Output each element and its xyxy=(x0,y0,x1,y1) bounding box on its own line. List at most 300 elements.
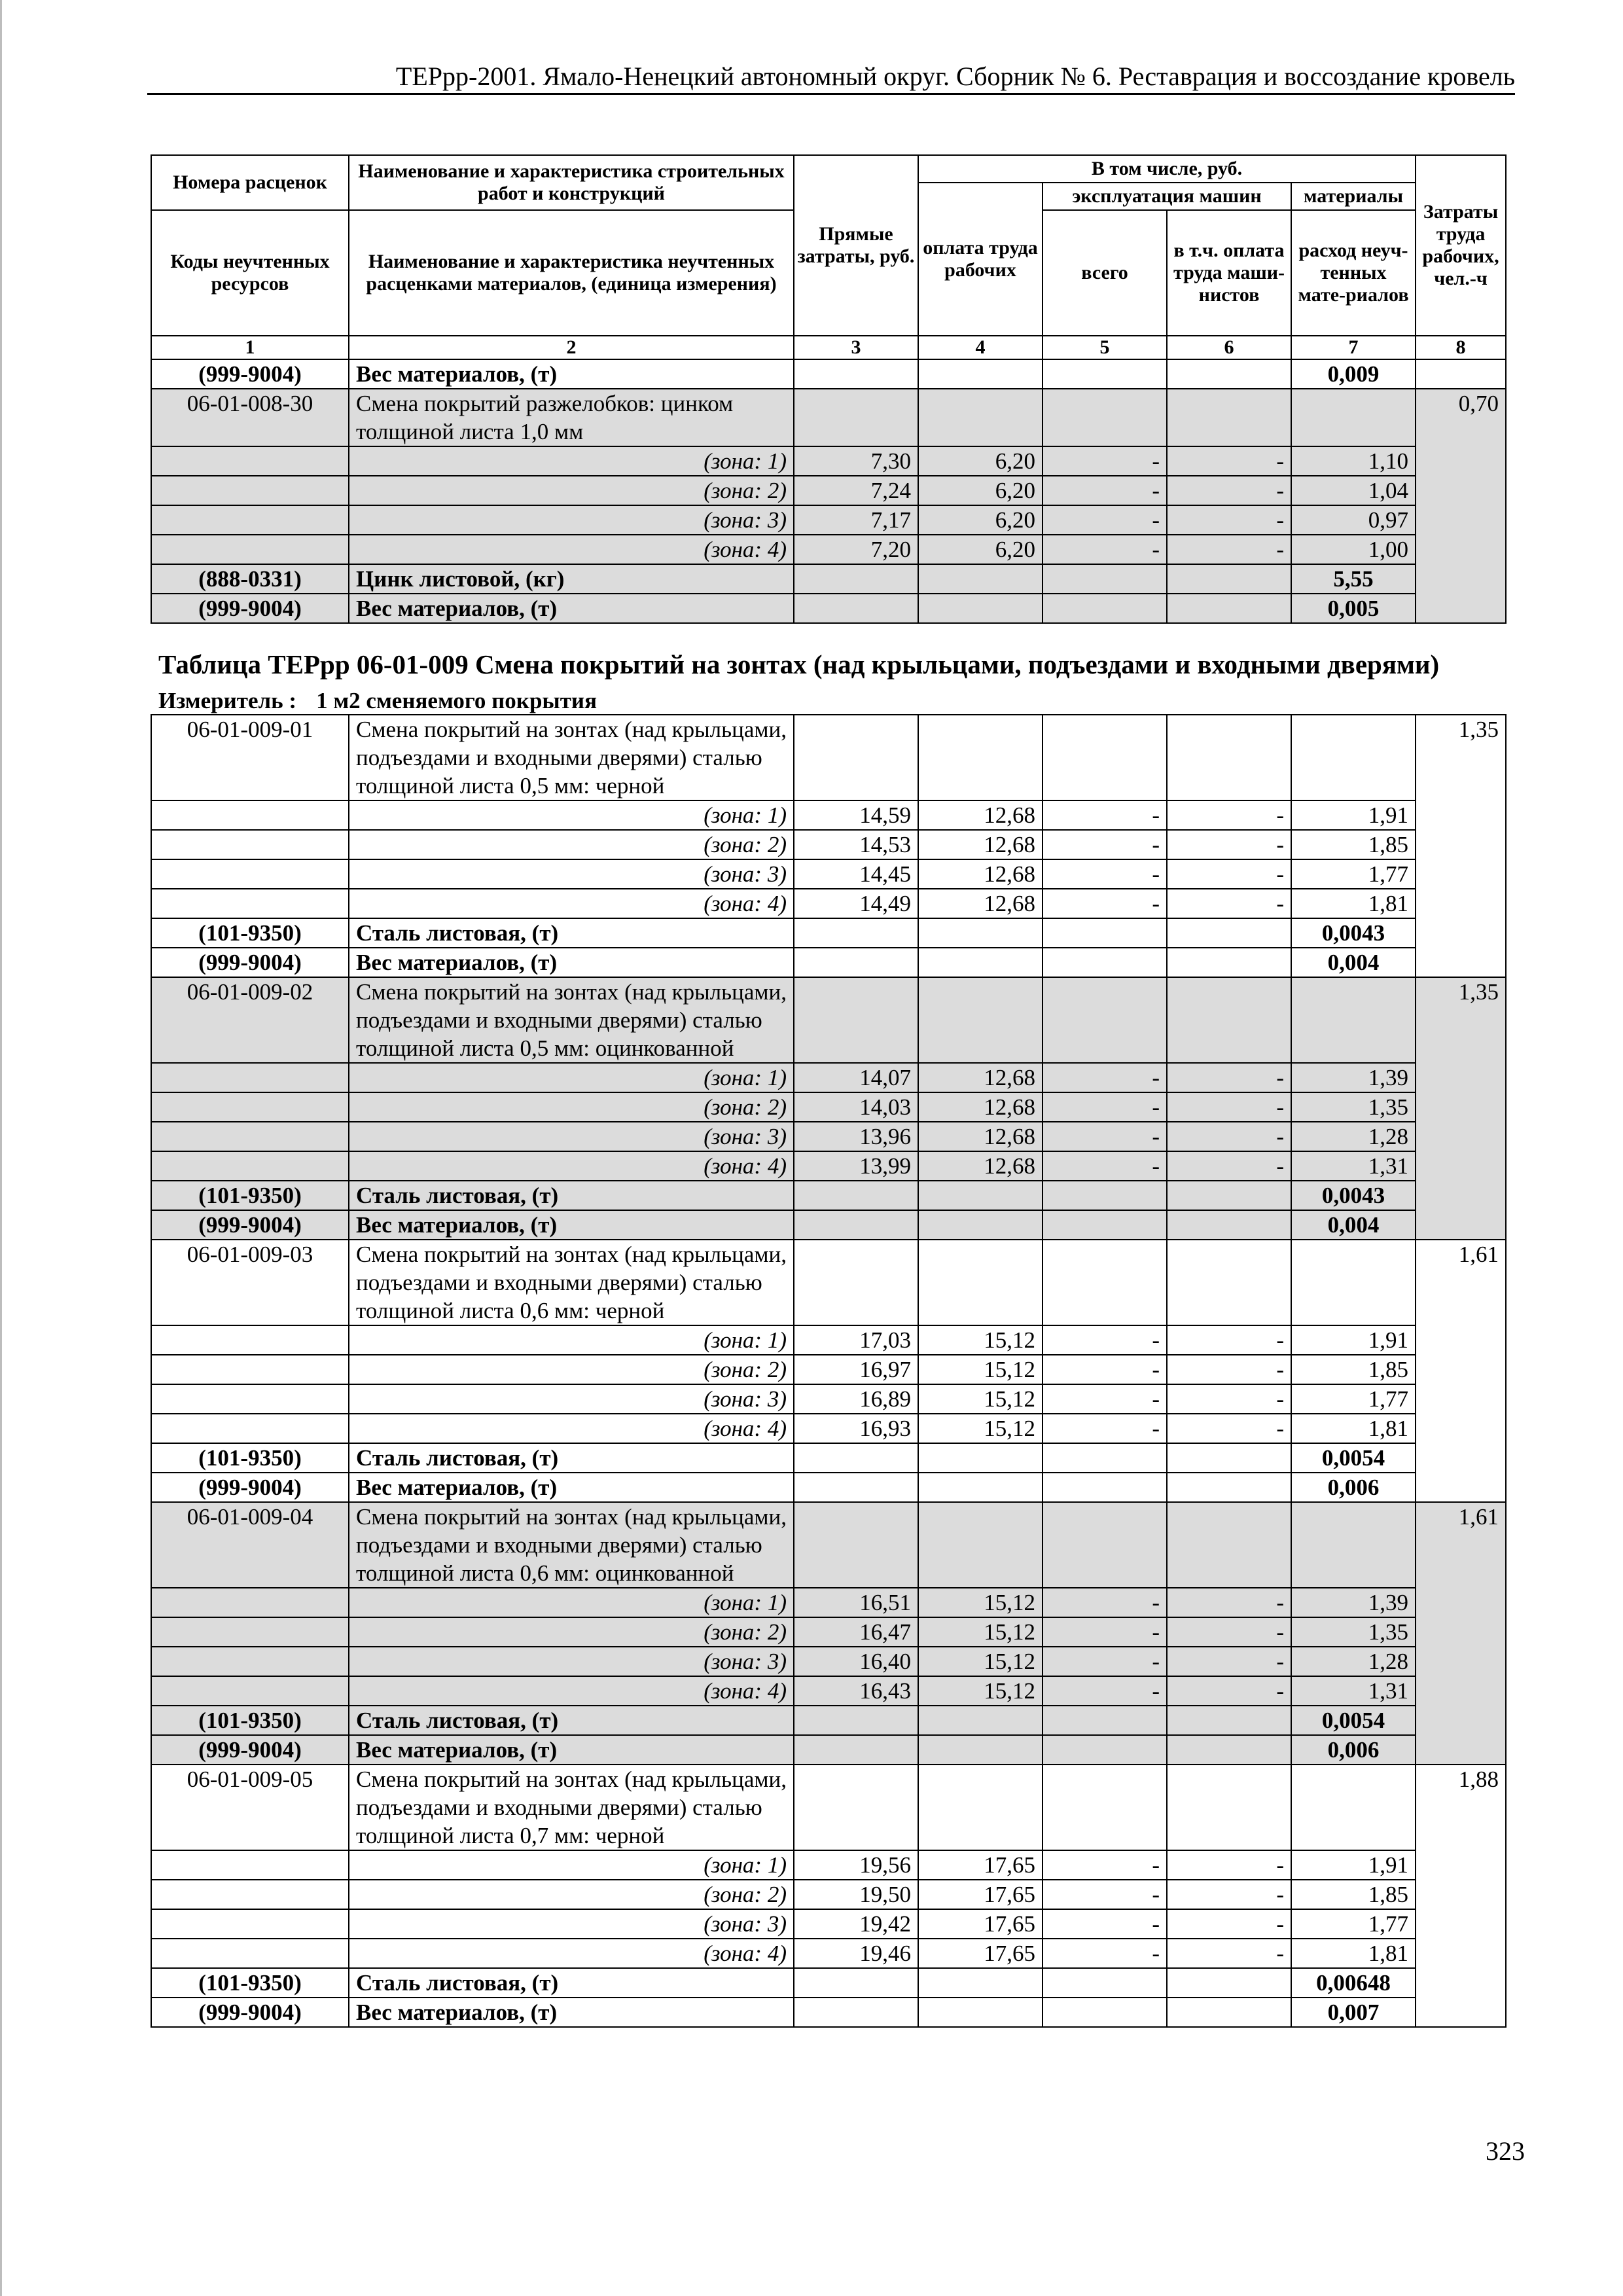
empty-cell xyxy=(1043,359,1167,389)
empty-cell xyxy=(794,1181,918,1210)
empty-cell xyxy=(1291,715,1416,800)
empty-cell xyxy=(1167,594,1291,623)
empty-cell xyxy=(1167,918,1291,948)
empty-cell xyxy=(1043,977,1167,1063)
wages: 12,68 xyxy=(918,1092,1043,1122)
resource-name: Вес материалов, (т) xyxy=(349,948,794,977)
materials-cost: 1,81 xyxy=(1291,889,1416,918)
wages: 12,68 xyxy=(918,800,1043,830)
direct-cost: 19,46 xyxy=(794,1939,918,1968)
machines-total: - xyxy=(1043,1676,1167,1706)
empty-cell xyxy=(151,1617,349,1647)
resource-row xyxy=(151,564,1506,594)
zone-row xyxy=(151,1647,1506,1676)
resource-value: 0,0054 xyxy=(1291,1443,1416,1473)
materials-cost: 1,81 xyxy=(1291,1939,1416,1968)
direct-cost: 16,51 xyxy=(794,1588,918,1617)
wages: 17,65 xyxy=(918,1909,1043,1939)
rate-name: Смена покрытий на зонтах (над крыльцами, подъездами и входными дверями) сталью толщиной листа 0,5 мм: черной xyxy=(349,715,794,800)
empty-cell xyxy=(151,830,349,859)
wages: 17,65 xyxy=(918,1939,1043,1968)
running-header: ТЕРрр-2001. Ямало-Ненецкий автономный округ. Сборник № 6. Реставрация и воссоздание кровель xyxy=(395,62,1515,91)
empty-cell xyxy=(794,359,918,389)
operators-wages: - xyxy=(1167,1384,1291,1414)
resource-value: 0,006 xyxy=(1291,1735,1416,1765)
empty-cell xyxy=(918,1502,1043,1588)
zone-row xyxy=(151,1588,1506,1617)
zone-label: (зона: 3) xyxy=(349,1384,794,1414)
resource-value: 0,009 xyxy=(1291,359,1416,389)
zone-label: (зона: 2) xyxy=(349,1355,794,1384)
resource-value: 0,00648 xyxy=(1291,1968,1416,1998)
materials-cost: 0,97 xyxy=(1291,505,1416,535)
rate-item-row xyxy=(151,977,1506,1063)
col-header-operators-wages: в т.ч. оплата труда маши-нистов xyxy=(1167,210,1291,336)
empty-cell xyxy=(1043,1502,1167,1588)
col-header-labor-costs: Затраты труда рабочих, чел.-ч xyxy=(1416,155,1506,336)
zone-row xyxy=(151,446,1506,476)
machines-total: - xyxy=(1043,859,1167,889)
empty-cell xyxy=(151,1880,349,1909)
empty-cell xyxy=(1043,948,1167,977)
resource-code: (999-9004) xyxy=(151,359,349,389)
rate-item-row xyxy=(151,1765,1506,1850)
empty-cell xyxy=(151,446,349,476)
direct-cost: 16,47 xyxy=(794,1617,918,1647)
zone-row xyxy=(151,1850,1506,1880)
resource-code: (999-9004) xyxy=(151,1735,349,1765)
wages: 15,12 xyxy=(918,1588,1043,1617)
direct-cost: 19,50 xyxy=(794,1880,918,1909)
empty-cell xyxy=(1167,1473,1291,1502)
empty-cell xyxy=(794,918,918,948)
empty-cell xyxy=(1291,1240,1416,1325)
labor-cost: 1,88 xyxy=(1416,1765,1506,2027)
empty-cell xyxy=(1167,1443,1291,1473)
resource-row xyxy=(151,359,1506,389)
empty-cell xyxy=(1043,1735,1167,1765)
resource-row xyxy=(151,1210,1506,1240)
machines-total: - xyxy=(1043,1850,1167,1880)
resource-value: 0,0043 xyxy=(1291,1181,1416,1210)
zone-row xyxy=(151,1122,1506,1151)
empty-cell xyxy=(1167,1735,1291,1765)
rate-item-row xyxy=(151,715,1506,800)
operators-wages: - xyxy=(1167,505,1291,535)
machines-total: - xyxy=(1043,1122,1167,1151)
direct-cost: 13,96 xyxy=(794,1122,918,1151)
wages: 15,12 xyxy=(918,1647,1043,1676)
resource-row xyxy=(151,1706,1506,1735)
empty-cell xyxy=(1167,564,1291,594)
col-header-material-usage: расход неуч-тенных мате-риалов xyxy=(1291,210,1416,336)
wages: 12,68 xyxy=(918,1063,1043,1092)
empty-cell xyxy=(1043,1968,1167,1998)
resource-row xyxy=(151,1735,1506,1765)
empty-cell xyxy=(151,1325,349,1355)
direct-cost: 16,43 xyxy=(794,1676,918,1706)
machines-total: - xyxy=(1043,1588,1167,1617)
empty-cell xyxy=(918,1443,1043,1473)
zone-label: (зона: 4) xyxy=(349,535,794,564)
empty-cell xyxy=(151,1414,349,1443)
wages: 6,20 xyxy=(918,535,1043,564)
operators-wages: - xyxy=(1167,1063,1291,1092)
rate-code: 06-01-009-03 xyxy=(151,1240,349,1325)
rate-code: 06-01-009-02 xyxy=(151,977,349,1063)
zone-label: (зона: 4) xyxy=(349,889,794,918)
rate-name: Смена покрытий на зонтах (над крыльцами, подъездами и входными дверями) сталью толщиной листа 0,5 мм: оцинкованной xyxy=(349,977,794,1063)
resource-value: 5,55 xyxy=(1291,564,1416,594)
materials-cost: 1,31 xyxy=(1291,1151,1416,1181)
resource-name: Сталь листовая, (т) xyxy=(349,1443,794,1473)
col-header-materials: материалы xyxy=(1291,183,1416,210)
empty-cell xyxy=(1167,1181,1291,1210)
empty-cell xyxy=(1043,1706,1167,1735)
rate-item-row xyxy=(151,389,1506,446)
empty-cell xyxy=(1043,715,1167,800)
empty-cell xyxy=(151,800,349,830)
machines-total: - xyxy=(1043,1617,1167,1647)
operators-wages: - xyxy=(1167,1617,1291,1647)
materials-cost: 1,10 xyxy=(1291,446,1416,476)
empty-cell xyxy=(794,1968,918,1998)
empty-cell xyxy=(1291,977,1416,1063)
zone-row xyxy=(151,1325,1506,1355)
resource-value: 0,0043 xyxy=(1291,918,1416,948)
empty-cell xyxy=(1043,1473,1167,1502)
machines-total: - xyxy=(1043,1151,1167,1181)
zone-row xyxy=(151,1880,1506,1909)
empty-cell xyxy=(794,564,918,594)
wages: 12,68 xyxy=(918,859,1043,889)
empty-cell xyxy=(1167,389,1291,446)
empty-cell xyxy=(151,1909,349,1939)
resource-code: (101-9350) xyxy=(151,1968,349,1998)
column-number: 3 xyxy=(794,336,918,359)
empty-cell xyxy=(794,977,918,1063)
column-number: 7 xyxy=(1291,336,1416,359)
wages: 15,12 xyxy=(918,1355,1043,1384)
empty-cell xyxy=(918,564,1043,594)
resource-value: 0,004 xyxy=(1291,1210,1416,1240)
machines-total: - xyxy=(1043,476,1167,505)
operators-wages: - xyxy=(1167,1151,1291,1181)
operators-wages: - xyxy=(1167,1647,1291,1676)
resource-row xyxy=(151,1181,1506,1210)
empty-cell xyxy=(794,1443,918,1473)
machines-total: - xyxy=(1043,1880,1167,1909)
zone-label: (зона: 2) xyxy=(349,830,794,859)
empty-cell xyxy=(1167,948,1291,977)
empty-cell xyxy=(918,1735,1043,1765)
direct-cost: 14,07 xyxy=(794,1063,918,1092)
operators-wages: - xyxy=(1167,889,1291,918)
empty-cell xyxy=(918,1181,1043,1210)
column-number: 1 xyxy=(151,336,349,359)
empty-cell xyxy=(151,1063,349,1092)
resource-name: Вес материалов, (т) xyxy=(349,1735,794,1765)
operators-wages: - xyxy=(1167,1092,1291,1122)
direct-cost: 14,53 xyxy=(794,830,918,859)
empty-cell xyxy=(151,1939,349,1968)
zone-label: (зона: 2) xyxy=(349,1092,794,1122)
wages: 12,68 xyxy=(918,1151,1043,1181)
materials-cost: 1,77 xyxy=(1291,1909,1416,1939)
labor-cost: 1,35 xyxy=(1416,715,1506,977)
empty-cell xyxy=(151,1850,349,1880)
rate-name: Смена покрытий разжелобков: цинком толщиной листа 1,0 мм xyxy=(349,389,794,446)
direct-cost: 16,89 xyxy=(794,1384,918,1414)
resource-code: (999-9004) xyxy=(151,948,349,977)
zone-label: (зона: 2) xyxy=(349,1880,794,1909)
empty-cell xyxy=(794,948,918,977)
col-header-resource-codes: Коды неучтенных ресурсов xyxy=(151,210,349,336)
empty-cell xyxy=(1167,1210,1291,1240)
resource-row xyxy=(151,1473,1506,1502)
operators-wages: - xyxy=(1167,830,1291,859)
direct-cost: 17,03 xyxy=(794,1325,918,1355)
materials-cost: 1,91 xyxy=(1291,1850,1416,1880)
machines-total: - xyxy=(1043,1909,1167,1939)
col-header-including: В том числе, руб. xyxy=(918,155,1416,183)
column-header xyxy=(151,155,1506,359)
empty-cell xyxy=(151,535,349,564)
materials-cost: 1,85 xyxy=(1291,1880,1416,1909)
zone-row xyxy=(151,800,1506,830)
empty-cell xyxy=(1167,977,1291,1063)
zone-row xyxy=(151,505,1506,535)
empty-cell xyxy=(151,476,349,505)
zone-row xyxy=(151,1384,1506,1414)
empty-cell xyxy=(1291,1765,1416,1850)
resource-name: Вес материалов, (т) xyxy=(349,1998,794,2027)
materials-cost: 1,00 xyxy=(1291,535,1416,564)
resource-row xyxy=(151,594,1506,623)
empty-cell xyxy=(1167,715,1291,800)
zone-row xyxy=(151,889,1506,918)
resource-row xyxy=(151,1998,1506,2027)
empty-cell xyxy=(1167,1998,1291,2027)
operators-wages: - xyxy=(1167,476,1291,505)
empty-cell xyxy=(918,948,1043,977)
empty-cell xyxy=(1043,918,1167,948)
zone-row xyxy=(151,859,1506,889)
labor-cost: 1,61 xyxy=(1416,1240,1506,1502)
empty-cell xyxy=(1167,1502,1291,1588)
zone-row xyxy=(151,1063,1506,1092)
machines-total: - xyxy=(1043,1355,1167,1384)
operators-wages: - xyxy=(1167,800,1291,830)
machines-total: - xyxy=(1043,1384,1167,1414)
zone-label: (зона: 4) xyxy=(349,1676,794,1706)
empty-cell xyxy=(1167,359,1291,389)
column-number: 6 xyxy=(1167,336,1291,359)
empty-cell xyxy=(918,389,1043,446)
zone-label: (зона: 4) xyxy=(349,1414,794,1443)
materials-cost: 1,81 xyxy=(1291,1414,1416,1443)
empty-cell xyxy=(918,918,1043,948)
empty-cell xyxy=(794,1998,918,2027)
col-header-direct-costs: Прямые затраты, руб. xyxy=(794,155,918,336)
col-header-rate-numbers: Номера расценок xyxy=(151,155,349,210)
top-block xyxy=(151,359,1506,623)
zone-label: (зона: 1) xyxy=(349,1063,794,1092)
wages: 6,20 xyxy=(918,446,1043,476)
zone-row xyxy=(151,1939,1506,1968)
machines-total: - xyxy=(1043,446,1167,476)
empty-cell xyxy=(794,1706,918,1735)
col-header-material-names: Наименование и характеристика неучтенных расценками материалов, (единица измерения) xyxy=(349,210,794,336)
operators-wages: - xyxy=(1167,1676,1291,1706)
zone-row xyxy=(151,1909,1506,1939)
empty-cell xyxy=(151,505,349,535)
resource-name: Вес материалов, (т) xyxy=(349,1473,794,1502)
empty-cell xyxy=(918,1210,1043,1240)
direct-cost: 7,30 xyxy=(794,446,918,476)
table-title: Таблица ТЕРрр 06-01-009 Смена покрытий на зонтах (над крыльцами, подъездами и входными дверями) xyxy=(158,649,1440,679)
resource-code: (101-9350) xyxy=(151,1443,349,1473)
materials-cost: 1,91 xyxy=(1291,1325,1416,1355)
direct-cost: 19,42 xyxy=(794,1909,918,1939)
empty-cell xyxy=(918,359,1043,389)
operators-wages: - xyxy=(1167,859,1291,889)
zone-row xyxy=(151,535,1506,564)
empty-cell xyxy=(794,1473,918,1502)
zone-row xyxy=(151,1617,1506,1647)
empty-cell xyxy=(1167,1240,1291,1325)
empty-cell xyxy=(151,1384,349,1414)
direct-cost: 13,99 xyxy=(794,1151,918,1181)
direct-cost: 16,97 xyxy=(794,1355,918,1384)
rate-item-row xyxy=(151,1502,1506,1588)
wages: 15,12 xyxy=(918,1325,1043,1355)
empty-cell xyxy=(1043,1240,1167,1325)
empty-cell xyxy=(1043,594,1167,623)
operators-wages: - xyxy=(1167,1414,1291,1443)
empty-cell xyxy=(794,1240,918,1325)
empty-cell xyxy=(1043,1765,1167,1850)
wages: 17,65 xyxy=(918,1850,1043,1880)
column-number: 4 xyxy=(918,336,1043,359)
zone-row xyxy=(151,1414,1506,1443)
wages: 15,12 xyxy=(918,1384,1043,1414)
empty-cell xyxy=(151,1355,349,1384)
empty-cell xyxy=(794,594,918,623)
direct-cost: 14,49 xyxy=(794,889,918,918)
zone-label: (зона: 4) xyxy=(349,1939,794,1968)
empty-cell xyxy=(1043,389,1167,446)
col-header-wages: оплата труда рабочих xyxy=(918,183,1043,336)
zone-label: (зона: 3) xyxy=(349,1909,794,1939)
resource-name: Вес материалов, (т) xyxy=(349,1210,794,1240)
operators-wages: - xyxy=(1167,1880,1291,1909)
wages: 15,12 xyxy=(918,1617,1043,1647)
zone-label: (зона: 1) xyxy=(349,800,794,830)
machines-total: - xyxy=(1043,830,1167,859)
zone-label: (зона: 2) xyxy=(349,1617,794,1647)
empty-cell xyxy=(151,1151,349,1181)
machines-total: - xyxy=(1043,800,1167,830)
machines-total: - xyxy=(1043,1092,1167,1122)
operators-wages: - xyxy=(1167,1122,1291,1151)
materials-cost: 1,35 xyxy=(1291,1617,1416,1647)
resource-name: Сталь листовая, (т) xyxy=(349,1181,794,1210)
labor-cost: 0,70 xyxy=(1416,389,1506,623)
zone-label: (зона: 2) xyxy=(349,476,794,505)
empty-cell xyxy=(151,1588,349,1617)
empty-cell xyxy=(794,715,918,800)
machines-total: - xyxy=(1043,1939,1167,1968)
zone-label: (зона: 4) xyxy=(349,1151,794,1181)
wages: 15,12 xyxy=(918,1676,1043,1706)
operators-wages: - xyxy=(1167,446,1291,476)
machines-total: - xyxy=(1043,505,1167,535)
zone-row xyxy=(151,1355,1506,1384)
wages: 15,12 xyxy=(918,1414,1043,1443)
rates-table-top xyxy=(151,154,1507,624)
column-number: 2 xyxy=(349,336,794,359)
resource-name: Вес материалов, (т) xyxy=(349,359,794,389)
empty-cell xyxy=(918,1998,1043,2027)
empty-cell xyxy=(794,1210,918,1240)
empty-cell xyxy=(151,859,349,889)
resource-row xyxy=(151,1443,1506,1473)
empty-cell xyxy=(1043,1181,1167,1210)
rate-code: 06-01-009-05 xyxy=(151,1765,349,1850)
direct-cost: 19,56 xyxy=(794,1850,918,1880)
empty-cell xyxy=(1043,1998,1167,2027)
zone-label: (зона: 3) xyxy=(349,505,794,535)
rate-code: 06-01-009-04 xyxy=(151,1502,349,1588)
resource-value: 0,004 xyxy=(1291,948,1416,977)
empty-cell xyxy=(918,594,1043,623)
operators-wages: - xyxy=(1167,1909,1291,1939)
wages: 6,20 xyxy=(918,505,1043,535)
resource-code: (999-9004) xyxy=(151,1998,349,2027)
direct-cost: 14,03 xyxy=(794,1092,918,1122)
resource-code: (101-9350) xyxy=(151,1181,349,1210)
materials-cost: 1,31 xyxy=(1291,1676,1416,1706)
wages: 6,20 xyxy=(918,476,1043,505)
empty-cell xyxy=(918,1240,1043,1325)
empty-cell xyxy=(1291,389,1416,446)
wages: 12,68 xyxy=(918,1122,1043,1151)
zone-row xyxy=(151,830,1506,859)
operators-wages: - xyxy=(1167,1939,1291,1968)
materials-cost: 1,28 xyxy=(1291,1122,1416,1151)
resource-row xyxy=(151,948,1506,977)
operators-wages: - xyxy=(1167,535,1291,564)
machines-total: - xyxy=(1043,1063,1167,1092)
empty-cell xyxy=(151,1676,349,1706)
direct-cost: 16,40 xyxy=(794,1647,918,1676)
zone-row xyxy=(151,1151,1506,1181)
resource-code: (999-9004) xyxy=(151,1210,349,1240)
empty-cell xyxy=(918,1473,1043,1502)
materials-cost: 1,39 xyxy=(1291,1588,1416,1617)
col-header-machines: эксплуатация машин xyxy=(1043,183,1291,210)
empty-cell xyxy=(918,1706,1043,1735)
machines-total: - xyxy=(1043,1647,1167,1676)
measure-line xyxy=(158,687,597,715)
rate-name: Смена покрытий на зонтах (над крыльцами, подъездами и входными дверями) сталью толщиной листа 0,6 мм: оцинкованной xyxy=(349,1502,794,1588)
operators-wages: - xyxy=(1167,1325,1291,1355)
column-numbers-row xyxy=(151,336,1506,359)
labor-cost: 1,61 xyxy=(1416,1502,1506,1765)
page-number: 323 xyxy=(1486,2136,1525,2166)
zone-row xyxy=(151,1676,1506,1706)
